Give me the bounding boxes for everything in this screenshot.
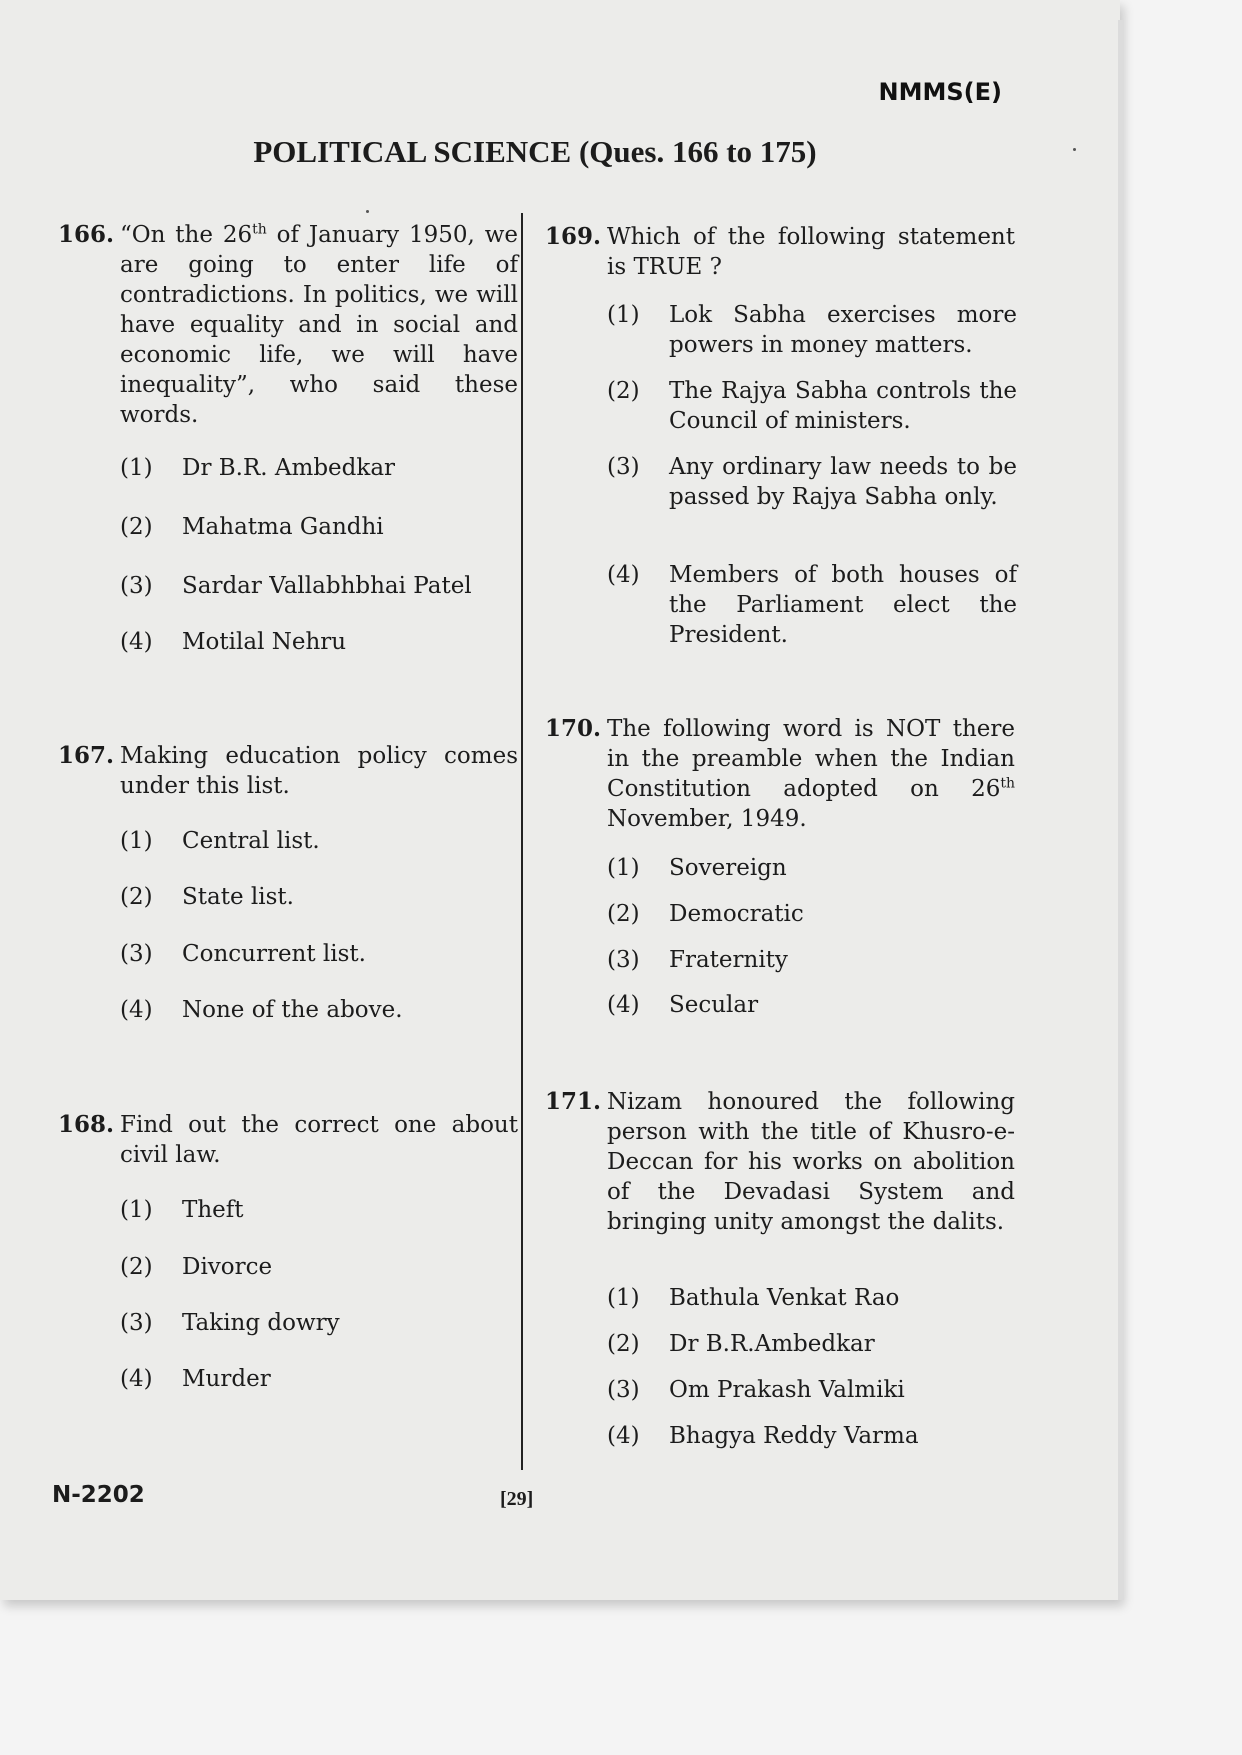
section-title: POLITICAL SCIENCE (Ques. 166 to 175) — [253, 134, 817, 169]
option-3: (3) Any ordinary law needs to be passed by Rajya Sabha only. — [607, 454, 1017, 510]
column-divider — [521, 213, 523, 1470]
question-171 — [545, 1087, 1015, 1237]
option-3: (3) Taking dowry — [120, 1310, 340, 1336]
question-text: The following word is NOT there in the preamble when the Indian Constitution adopted on 26th November, 1949. — [607, 716, 1015, 832]
option-1: (1) Lok Sabha exercises more powers in money matters. — [607, 302, 1017, 358]
option-1: (1) Sovereign — [607, 855, 787, 881]
question-text: Making education policy comes under this list. — [120, 743, 518, 799]
print-speck — [1073, 148, 1076, 151]
option-4: (4) Secular — [607, 992, 759, 1018]
option-4: (4) Members of both houses of the Parliament elect the President. — [607, 562, 1017, 648]
page-number: [29] — [500, 1488, 534, 1510]
option-1: (1) Central list. — [120, 828, 320, 854]
question-number: 166. — [58, 221, 115, 248]
question-text: Nizam honoured the following person with the title of Khusro-e-Deccan for his works on abolition of the Devadasi System and bringing unity amongst the dalits. — [607, 1089, 1015, 1235]
question-167 — [58, 741, 518, 801]
option-1: (1) Dr B.R. Ambedkar — [120, 455, 396, 481]
question-number: 167. — [58, 742, 115, 769]
option-4: (4) None of the above. — [120, 997, 403, 1023]
question-number: 171. — [545, 1088, 602, 1115]
option-1: (1) Bathula Venkat Rao — [607, 1285, 900, 1311]
question-number: 169. — [545, 223, 602, 250]
footer-code: N-2202 — [52, 1482, 145, 1508]
option-2: (2) Mahatma Gandhi — [120, 514, 384, 540]
question-170 — [545, 714, 1015, 834]
question-text: Find out the correct one about civil law. — [120, 1112, 518, 1168]
option-4: (4) Bhagya Reddy Varma — [607, 1423, 919, 1449]
option-2: (2) Dr B.R.Ambedkar — [607, 1331, 875, 1357]
question-166 — [58, 220, 518, 430]
question-number: 170. — [545, 715, 602, 742]
option-4: (4) Murder — [120, 1366, 271, 1392]
option-1: (1) Theft — [120, 1197, 244, 1223]
question-text: “On the 26th of January 1950, we are going to enter life of contradictions. In politics, we will have equality and in social and economic life, we will have inequality”, who said these words. — [120, 221, 519, 428]
question-number: 168. — [58, 1111, 115, 1138]
option-2: (2) Democratic — [607, 901, 804, 927]
option-3: (3) Concurrent list. — [120, 941, 366, 967]
question-168 — [58, 1110, 518, 1170]
option-2: (2) The Rajya Sabha controls the Council of ministers. — [607, 378, 1017, 434]
option-3: (3) Sardar Vallabhbhai Patel — [120, 573, 472, 599]
option-2: (2) State list. — [120, 884, 294, 910]
question-169 — [545, 222, 1015, 282]
option-3: (3) Om Prakash Valmiki — [607, 1377, 905, 1403]
option-2: (2) Divorce — [120, 1254, 273, 1280]
paper-code: NMMS(E) — [878, 78, 1002, 106]
question-text: Which of the following statement is TRUE ? — [607, 224, 1015, 280]
option-4: (4) Motilal Nehru — [120, 629, 347, 655]
print-speck — [366, 210, 369, 213]
page-edge — [1118, 20, 1124, 1600]
option-3: (3) Fraternity — [607, 947, 788, 973]
